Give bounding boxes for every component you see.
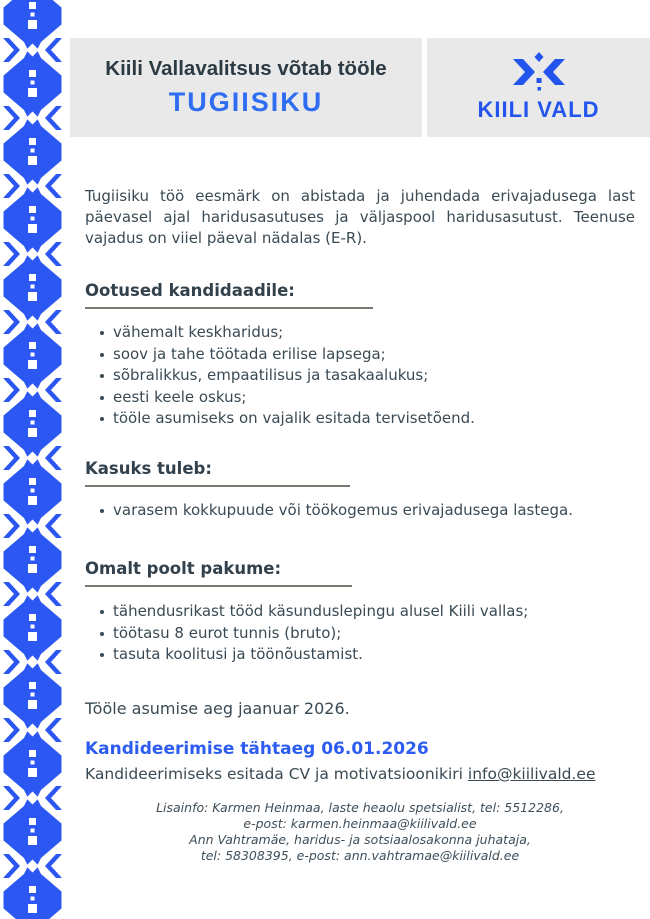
contact-line: e-post: karmen.heinmaa@kiilivald.ee <box>243 816 477 831</box>
list-item: varasem kokkupuude või töökogemus erivajadusega lastega. <box>85 500 635 522</box>
contact-line: tel: 58308395, e-post: ann.vahtramae@kiilivald.ee <box>200 848 520 863</box>
logo-wordmark: KIILI VALD <box>477 97 600 122</box>
start-date-line: Tööle asumise aeg jaanuar 2026. <box>85 699 350 718</box>
application-text: Kandideerimiseks esitada CV ja motivatsioonikiri <box>85 765 463 783</box>
list-item: tööle asumiseks on vajalik esitada tervisetõend. <box>85 408 635 430</box>
application-deadline: Kandideerimise tähtaeg 06.01.2026 <box>85 739 429 759</box>
list-item: sõbralikkus, empaatilisus ja tasakaalukus; <box>85 365 635 387</box>
offer-list <box>85 601 635 666</box>
list-item: tasuta koolitusi ja töönõustamist. <box>85 644 635 666</box>
list-item: eesti keele oskus; <box>85 387 635 409</box>
intro-paragraph: Tugiisiku töö eesmärk on abistada ja juhendada erivajadusega last päevasel ajal haridusasutuses ja väljaspool haridusasutust. Teenuse vajadus on viiel päeval nädalas (E-R). <box>85 187 635 247</box>
section-heading-expectations: Ootused kandidaadile: <box>85 281 373 309</box>
section-heading-offer: Omalt poolt pakume: <box>85 559 352 587</box>
contact-line: Lisainfo: Karmen Heinmaa, laste heaolu spetsialist, tel: 5512286, <box>156 800 564 815</box>
email-link[interactable]: info@kiilivald.ee <box>467 765 596 783</box>
folk-pattern-svg <box>0 0 65 919</box>
application-line <box>85 765 595 783</box>
advantage-list <box>85 500 635 522</box>
contact-info <box>85 800 635 864</box>
decorative-border-pattern <box>0 0 65 919</box>
contact-line: Ann Vahtramäe, haridus- ja sotsiaalosakonna juhataja, <box>189 832 531 847</box>
page-title: Kiili Vallavalitsus võtab tööle <box>105 57 387 80</box>
section-heading-advantage: Kasuks tuleb: <box>85 459 350 487</box>
list-item: töötasu 8 eurot tunnis (bruto); <box>85 623 635 645</box>
expectations-list <box>85 322 635 430</box>
list-item: soov ja tahe töötada erilise lapsega; <box>85 344 635 366</box>
job-title: TUGIISIKU <box>168 87 324 117</box>
list-item: tähendusrikast tööd käsunduslepingu alusel Kiili vallas; <box>85 601 635 623</box>
list-item: vähemalt keskharidus; <box>85 322 635 344</box>
content-area <box>85 0 635 919</box>
